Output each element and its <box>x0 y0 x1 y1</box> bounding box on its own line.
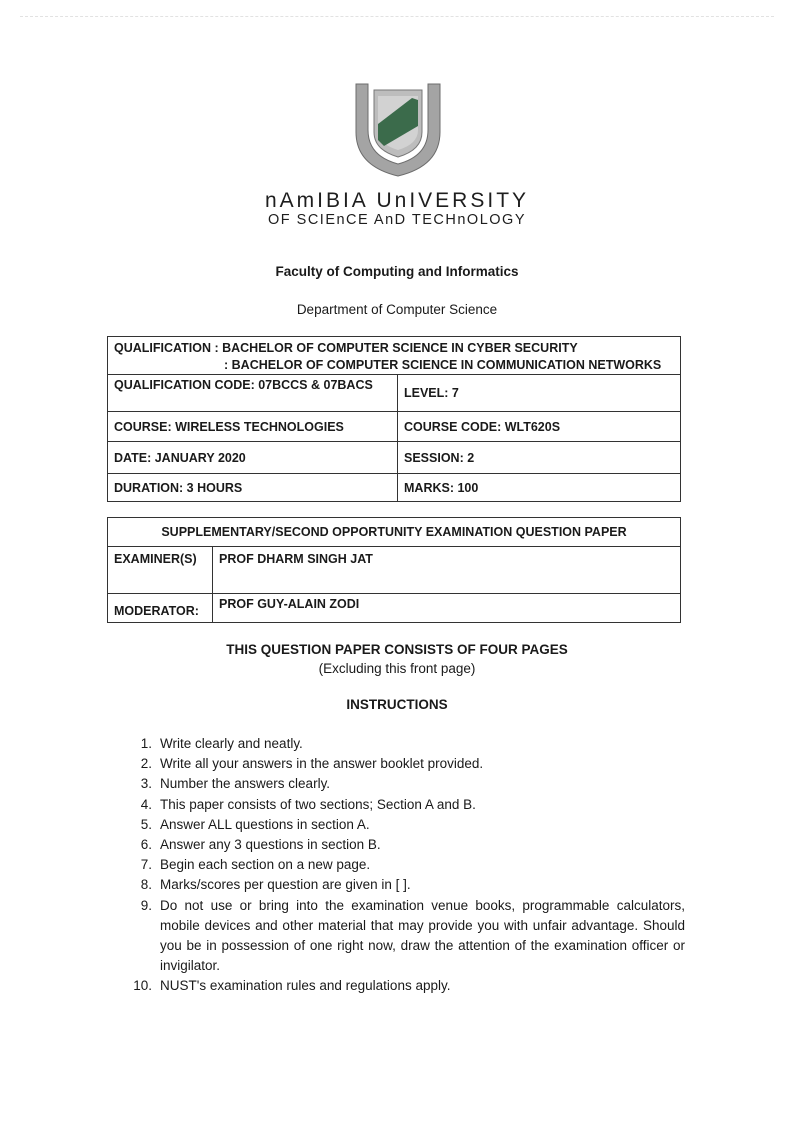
instruction-number: 10. <box>133 978 152 994</box>
instruction-number: 1. <box>140 736 152 751</box>
level: LEVEL: 7 <box>398 375 681 412</box>
list-item <box>130 815 685 835</box>
top-scan-line <box>20 16 774 17</box>
page-count-note: THIS QUESTION PAPER CONSISTS OF FOUR PAGES <box>226 642 568 657</box>
list-item <box>130 835 685 855</box>
list-item <box>130 734 685 754</box>
qualification-row <box>108 337 681 375</box>
session: SESSION: 2 <box>398 442 681 474</box>
qualification-cell <box>108 337 681 375</box>
instruction-text: Begin each section on a new page. <box>160 857 371 873</box>
exam-details-table <box>107 336 681 502</box>
examiner-value: PROF DHARM SINGH JAT <box>213 547 681 594</box>
list-item <box>130 754 685 774</box>
moderator-value: PROF GUY-ALAIN ZODI <box>213 594 681 623</box>
university-name-line1: nAmIBIA UnIVERSITY <box>264 189 530 212</box>
exam-type-title: SUPPLEMENTARY/SECOND OPPORTUNITY EXAMINATION QUESTION PAPER <box>108 518 681 547</box>
faculty-title: Faculty of Computing and Informatics <box>275 264 519 279</box>
list-item <box>130 795 685 815</box>
instruction-number: 3. <box>140 776 152 792</box>
instruction-number: 8. <box>140 877 152 893</box>
list-item <box>130 896 685 977</box>
list-item <box>130 976 685 996</box>
examiner-label: EXAMINER(S) <box>108 547 213 594</box>
instruction-text: Answer ALL questions in section A. <box>160 816 370 832</box>
instruction-text: Write all your answers in the answer booklet provided. <box>160 756 484 772</box>
university-logo <box>352 80 444 178</box>
moderator-label: MODERATOR: <box>108 594 213 623</box>
page-count-subnote: (Excluding this front page) <box>318 661 476 676</box>
qualification-line1: QUALIFICATION : BACHELOR OF COMPUTER SCIENCE IN CYBER SECURITY <box>114 341 578 355</box>
shield-logo-icon <box>352 80 444 178</box>
instruction-text: NUST's examination rules and regulations apply. <box>160 978 451 994</box>
date-row <box>108 442 681 474</box>
instruction-text: Answer any 3 questions in section B. <box>160 837 381 853</box>
instruction-text: Marks/scores per question are given in [ ]. <box>160 877 411 893</box>
course-row <box>108 412 681 442</box>
duration-row <box>108 474 681 502</box>
instruction-text: Number the answers clearly. <box>160 776 331 792</box>
qualification-line2: : BACHELOR OF COMPUTER SCIENCE IN COMMUNICATION NETWORKS <box>224 358 662 372</box>
moderator-row <box>108 594 681 623</box>
list-item <box>130 875 685 895</box>
university-name-line2: OF SCIEnCE AnD TECHnOLOGY <box>267 212 527 228</box>
exam-date: DATE: JANUARY 2020 <box>108 442 398 474</box>
instruction-text: Write clearly and neatly. <box>160 736 303 751</box>
department-title: Department of Computer Science <box>296 302 498 317</box>
instruction-number: 5. <box>140 816 152 832</box>
instructions-title: INSTRUCTIONS <box>346 697 448 712</box>
list-item <box>130 855 685 875</box>
instruction-text: Do not use or bring into the examination venue books, programmable calculators, mobile devices and other material that may provide you with unfair advantage. Should you be in possession of one right now, draw the attention of the examination officer or invigilator. <box>160 897 685 974</box>
instructions-list <box>130 734 685 997</box>
instruction-number: 6. <box>140 837 152 853</box>
course-name: COURSE: WIRELESS TECHNOLOGIES <box>108 412 398 442</box>
list-item <box>130 774 685 794</box>
examiner-table <box>107 517 681 623</box>
instruction-number: 9. <box>140 897 152 913</box>
qualification-code: QUALIFICATION CODE: 07BCCS & 07BACS <box>108 375 398 412</box>
exam-type-row <box>108 518 681 547</box>
marks: MARKS: 100 <box>398 474 681 502</box>
duration: DURATION: 3 HOURS <box>108 474 398 502</box>
code-row <box>108 375 681 412</box>
instruction-number: 7. <box>140 857 152 873</box>
course-code: COURSE CODE: WLT620S <box>398 412 681 442</box>
instruction-number: 4. <box>140 796 152 812</box>
examiner-row <box>108 547 681 594</box>
instruction-text: This paper consists of two sections; Section A and B. <box>160 796 476 812</box>
instruction-number: 2. <box>140 756 152 772</box>
